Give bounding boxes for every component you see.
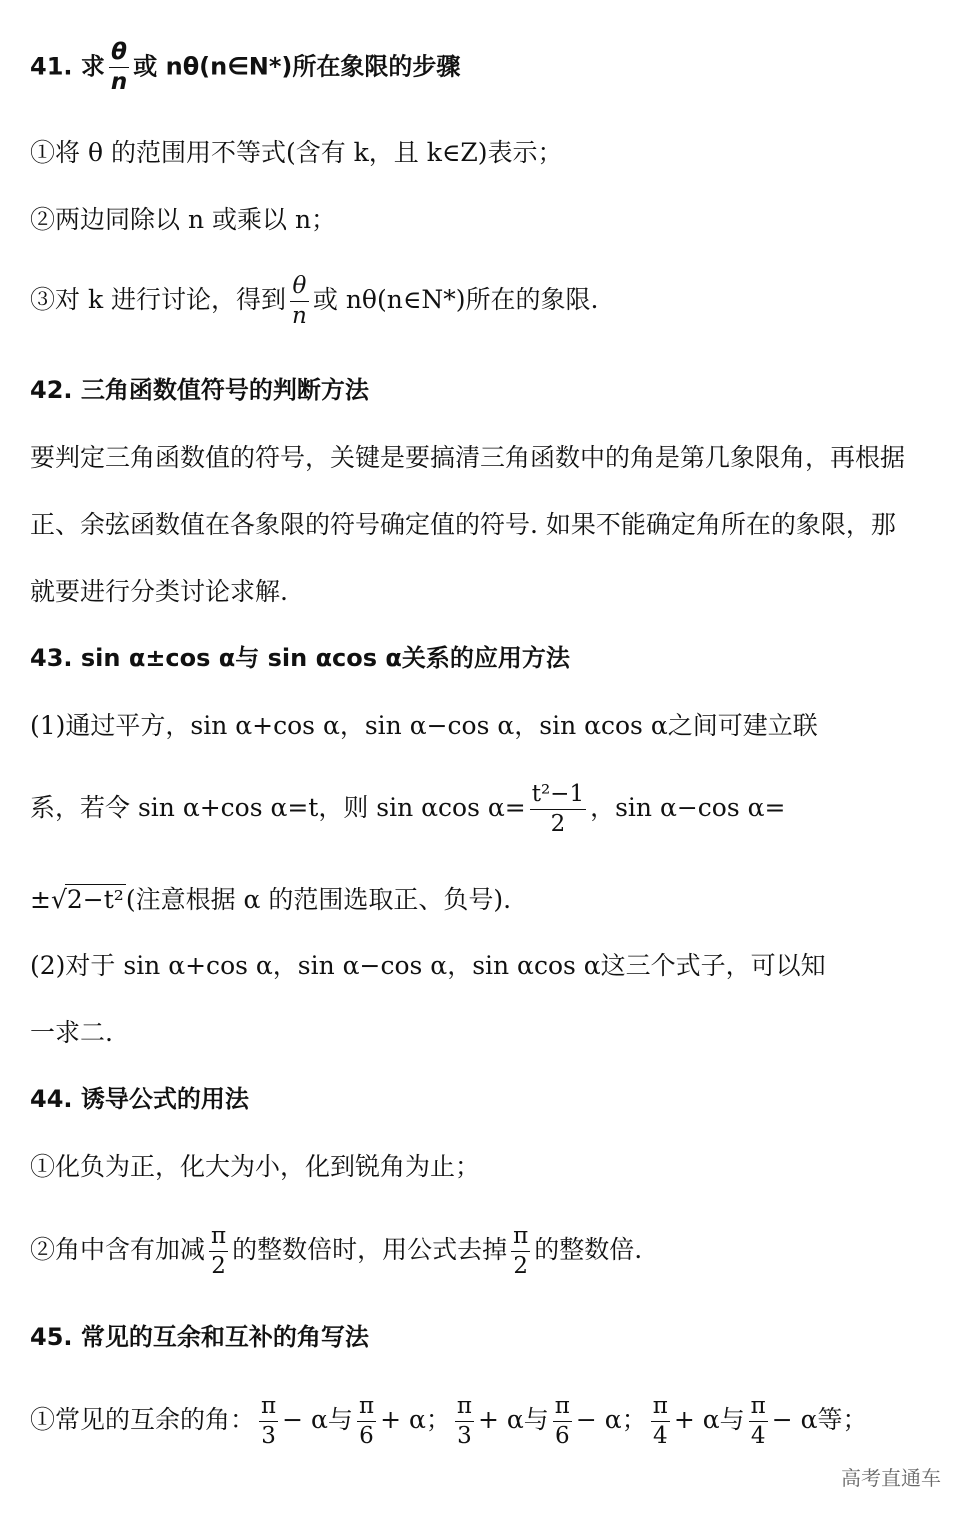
s43-line-5: 一求二. — [30, 1018, 113, 1047]
sqrt-symbol: √ — [50, 885, 67, 914]
s43-line-1: (1)通过平方，sin α+cos α，sin α−cos α，sin αcos α之间可建立联 — [30, 711, 818, 740]
s41-heading: 41. 求 $\frac{\theta}{n}$ 或 nθ(n∈N*)所在象限的步骤 — [30, 39, 461, 95]
fraction-t2-minus-1-over-2: $\frac{\text{t²−1}}{2}$ — [531, 781, 585, 837]
fraction-theta-over-n: $\frac{\theta}{n}$ — [110, 39, 128, 95]
watermark: 高考直通车 — [841, 1466, 941, 1490]
fraction-pi-over-4: $\frac{\pi}{4}$ — [750, 1393, 766, 1449]
s42-para-line-3: 就要进行分类讨论求解. — [30, 577, 288, 606]
s44-line-1: ①化负为正，化大为小，化到锐角为止； — [30, 1152, 481, 1181]
s43-heading: 43. sin α±cos α与 sin αcos α关系的应用方法 — [30, 644, 570, 672]
s43-line-2: 系，若令 sin α+cos α=t，则 sin αcos α= $\frac{\text{t²−1}}{2}$ ，sin α−cos α= — [30, 781, 786, 837]
s41-step-3: ③对 k 进行讨论，得到 $\frac{\theta}{n}$ 或 nθ(n∈N*)所在的象限. — [30, 273, 599, 329]
fraction-pi-over-6: $\frac{\pi}{6}$ — [358, 1393, 375, 1449]
s43-line-4: (2)对于 sin α+cos α，sin α−cos α，sin αcos α这三个式子，可以知 — [30, 951, 826, 980]
s42-heading: 42. 三角函数值符号的判断方法 — [30, 376, 369, 404]
s45-heading: 45. 常见的互余和互补的角写法 — [30, 1323, 369, 1351]
s45-line-1: ①常见的互余的角： $\frac{\pi}{3}$ − α与 $\frac{\pi}{6}$ + α； $\frac{\pi}{3}$ + α与 $\frac{\pi}{6}$ − α； $\frac{\pi}{4}$ + α与 $\frac{\pi}{4}$ − α等； — [30, 1393, 868, 1449]
fraction-pi-over-6: $\frac{\pi}{6}$ — [554, 1393, 570, 1449]
s44-heading: 44. 诱导公式的用法 — [30, 1085, 249, 1113]
s41-step-1: ①将 θ 的范围用不等式(含有 k，且 k∈Z)表示； — [30, 138, 563, 167]
s41-step-2: ②两边同除以 n 或乘以 n； — [30, 205, 337, 234]
fraction-pi-over-2: $\frac{\pi}{2}$ — [513, 1223, 529, 1279]
s44-line-2: ②角中含有加减 $\frac{\pi}{2}$ 的整数倍时，用公式去掉 $\frac{\pi}{2}$ 的整数倍. — [30, 1223, 643, 1279]
s42-para-line-2: 正、余弦函数值在各象限的符号确定值的符号. 如果不能确定角所在的象限，那 — [30, 510, 896, 539]
fraction-pi-over-4: $\frac{\pi}{4}$ — [652, 1393, 668, 1449]
fraction-pi-over-2: $\frac{\pi}{2}$ — [211, 1223, 227, 1279]
s42-para-line-1: 要判定三角函数值的符号，关键是要搞清三角函数中的角是第几象限角，再根据 — [30, 443, 906, 472]
fraction-theta-over-n: $\frac{\theta}{n}$ — [292, 273, 307, 329]
fraction-pi-over-3: $\frac{\pi}{3}$ — [261, 1393, 277, 1449]
fraction-pi-over-3: $\frac{\pi}{3}$ — [456, 1393, 472, 1449]
s43-line-3: ±√2−t²(注意根据 α 的范围选取正、负号). — [30, 885, 512, 914]
